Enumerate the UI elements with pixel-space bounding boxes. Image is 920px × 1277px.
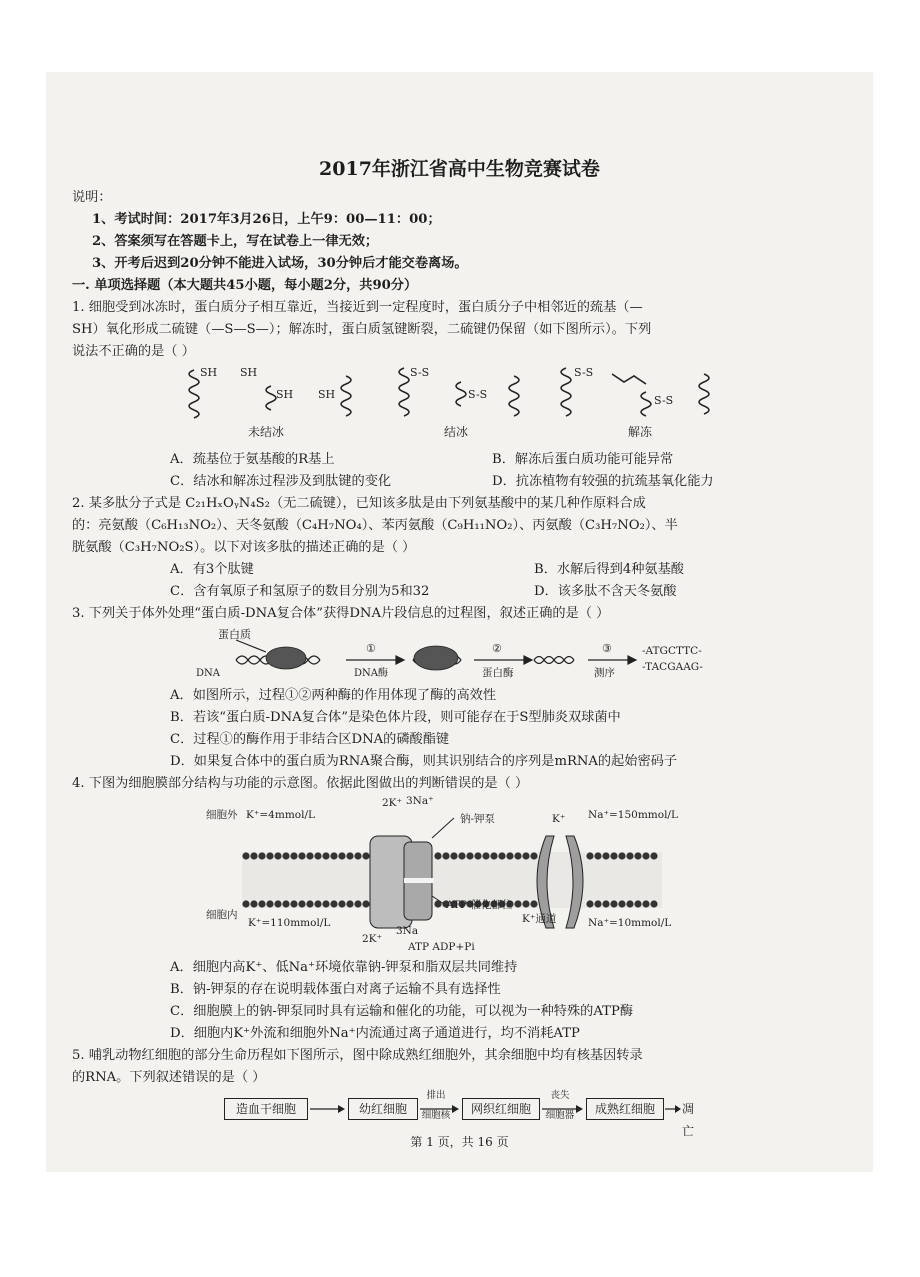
sh-label: SH xyxy=(200,366,218,379)
protein-chain-4 xyxy=(399,368,409,416)
flow-box-mature-erythrocyte: 成熟红细胞 xyxy=(586,1098,664,1120)
ss-label: S-S xyxy=(574,366,594,379)
q2-stem-line-3: 胱氨酸（C₃H₇NO₂S）。以下对该多肽的描述正确的是（ ） xyxy=(72,540,416,555)
protein-chain-8 xyxy=(641,392,651,416)
protein-chain-7 xyxy=(561,368,571,416)
ss-label: S-S xyxy=(410,366,430,379)
protein-chain-1 xyxy=(189,370,199,418)
q1-option-d: D．抗冻植物有较强的抗巯基氧化能力 xyxy=(492,474,714,489)
arrow-label-nucleus: 细胞核 xyxy=(421,1110,451,1121)
q2-stem-line-1: 2. 某多肽分子式是 C₂₁HₓOᵧN₄S₂（无二硫键），已知该多肽是由下列氨基酸中的某几种作原料合成 xyxy=(72,496,646,511)
page-footer: 第 1 页，共 16 页 xyxy=(410,1135,509,1149)
k2-bottom-label: 2K⁺ xyxy=(362,933,383,945)
q2-option-b: B．水解后得到4种氨基酸 xyxy=(534,562,684,577)
ss-label: S-S xyxy=(654,394,674,407)
sodium-potassium-pump xyxy=(370,836,434,928)
q2-option-d: D．该多肽不含天冬氨酸 xyxy=(534,584,677,599)
q3-option-c: C．过程①的酶作用于非结合区DNA的磷酸酯键 xyxy=(170,732,450,747)
k2-top-label: 2K⁺ xyxy=(382,797,403,809)
exam-page xyxy=(46,72,873,1172)
q5-stem-line-2: 的RNA。下列叙述错误的是（ ） xyxy=(72,1070,266,1085)
enzyme-1-label: DNA酶 xyxy=(354,668,388,679)
q5-flow-diagram xyxy=(224,1090,704,1138)
sh-label: SH xyxy=(276,388,294,401)
q4-option-a: A．细胞内高K⁺、低Na⁺环境依靠钠-钾泵和脂双层共同维持 xyxy=(170,960,518,975)
q1-option-a: A．巯基位于氨基酸的R基上 xyxy=(170,452,335,467)
protein-chain-6 xyxy=(509,376,519,416)
protein-label: 蛋白质 xyxy=(218,628,251,641)
na3-bottom-label: 3Na xyxy=(396,925,419,937)
outside-label: 细胞外 xyxy=(206,809,238,821)
protein-blob xyxy=(414,646,458,670)
enzyme-2-label: 蛋白酶 xyxy=(482,667,514,679)
flow-box-reticulocyte: 网织红细胞 xyxy=(462,1098,540,1120)
sh-label: SH xyxy=(318,388,336,401)
q4-stem: 4. 下图为细胞膜部分结构与功能的示意图。依据此图做出的判断错误的是（ ） xyxy=(72,776,529,791)
k-outside-conc: K⁺=4mmol/L xyxy=(246,809,315,821)
fig-label-unfrozen: 未结冰 xyxy=(248,425,285,439)
atp-site-label: ATP 催化部位 xyxy=(446,899,513,911)
protein-chain-3 xyxy=(341,376,351,416)
q2-option-c: C．含有氧原子和氢原子的数目分别为5和32 xyxy=(170,584,430,599)
instructions-label: 说明： xyxy=(72,190,112,205)
q5-stem-line-1: 5. 哺乳动物红细胞的部分生命历程如下图所示，图中除成熟红细胞外，其余细胞中均有核基因转录 xyxy=(72,1048,643,1063)
q3-process-figure xyxy=(196,624,716,684)
instruction-2: 2、答案须写在答题卡上，写在试卷上一律无效； xyxy=(92,234,379,249)
channel-label: K⁺通道 xyxy=(522,913,557,925)
dna-label: DNA xyxy=(196,668,220,679)
na3-top-label: 3Na⁺ xyxy=(406,796,434,807)
q1-stem-line-3: 说法不正确的是（ ） xyxy=(72,344,195,359)
ss-label: S-S xyxy=(468,388,488,401)
step-3-marker: ③ xyxy=(602,642,612,655)
arrow-label-organelles: 细胞器 xyxy=(545,1110,575,1121)
page-title: 2017年浙江省高中生物竞赛试卷 xyxy=(319,158,600,180)
protein-chain-2 xyxy=(266,386,276,410)
fig-label-thawed: 解冻 xyxy=(628,425,653,439)
q1-option-b: B．解冻后蛋白质功能可能异常 xyxy=(492,452,674,467)
section-heading: 一. 单项选择题（本大题共45小题，每小题2分，共90分） xyxy=(72,278,418,293)
q4-option-d: D．细胞内K⁺外流和细胞外Na⁺内流通过离子通道进行，均不消耗ATP xyxy=(170,1026,580,1041)
flow-box-nucleated-erythroblast: 幼红细胞 xyxy=(348,1098,418,1120)
inside-label: 细胞内 xyxy=(206,909,238,921)
q3-stem: 3. 下列关于体外处理“蛋白质-DNA复合体”获得DNA片段信息的过程图，叙述正确的是（ ） xyxy=(72,606,610,621)
arrow-label-lose: 丧失 xyxy=(550,1090,570,1101)
q3-option-d: D．如果复合体中的蛋白质为RNA聚合酶，则其识别结合的序列是mRNA的起始密码子 xyxy=(170,754,678,769)
q2-stem-line-2: 的：亮氨酸（C₆H₁₃NO₂）、天冬氨酸（C₄H₇NO₄）、苯丙氨酸（C₉H₁₁NO₂）、丙氨酸（C₃H₇NO₂）、半 xyxy=(72,518,678,533)
q1-option-c: C．结冰和解冻过程涉及到肽键的变化 xyxy=(170,474,392,489)
instruction-1: 1、考试时间：2017年3月26日，上午9：00—11：00； xyxy=(92,212,441,227)
fig-label-frozen: 结冰 xyxy=(444,425,469,439)
q2-option-a: A．有3个肽键 xyxy=(170,562,254,577)
protein-blob xyxy=(266,647,306,669)
flow-box-stem-cell: 造血干细胞 xyxy=(224,1098,308,1120)
q4-membrane-figure xyxy=(206,796,686,956)
enzyme-3-label: 测序 xyxy=(594,667,615,679)
na-outside-conc: Na⁺=150mmol/L xyxy=(588,809,678,821)
sequence-bottom: -TACGAAG- xyxy=(642,661,703,673)
na-inside-conc: Na⁺=10mmol/L xyxy=(588,917,672,929)
k-inside-conc: K⁺=110mmol/L xyxy=(248,917,331,929)
k-channel-ion: K⁺ xyxy=(552,813,566,825)
pump-label: 钠-钾泵 xyxy=(460,813,496,825)
q1-protein-figure xyxy=(176,362,736,442)
arrow-label-expel: 排出 xyxy=(426,1090,446,1101)
q3-option-b: B．若该“蛋白质-DNA复合体”是染色体片段，则可能存在于S型肺炎双球菌中 xyxy=(170,710,621,725)
q1-stem-line-1: 1. 细胞受到冰冻时，蛋白质分子相互靠近，当接近到一定程度时，蛋白质分子中相邻近的巯基（— xyxy=(72,300,643,315)
q4-option-b: B．钠-钾泵的存在说明载体蛋白对离子运输不具有选择性 xyxy=(170,982,501,997)
step-2-marker: ② xyxy=(492,642,502,655)
protein-chain-9 xyxy=(699,374,709,414)
atp-reaction-label: ATP ADP+Pi xyxy=(408,941,475,953)
q3-option-a: A．如图所示，过程①②两种酶的作用体现了酶的高效性 xyxy=(170,688,497,703)
step-1-marker: ① xyxy=(366,642,376,655)
q4-option-c: C．细胞膜上的钠-钾泵同时具有运输和催化的功能，可以视为一种特殊的ATP酶 xyxy=(170,1004,634,1019)
protein-chain-5 xyxy=(456,382,466,406)
flow-end-apoptosis: 凋亡 xyxy=(682,1102,695,1138)
q1-stem-line-2: SH）氧化形成二硫键（—S—S—）；解冻时，蛋白质氢键断裂，二硫键仍保留（如下图所示）。下列 xyxy=(72,322,652,337)
sh-label: SH xyxy=(240,366,258,379)
instruction-3: 3、开考后迟到20分钟不能进入试场，30分钟后才能交卷离场。 xyxy=(92,256,468,271)
sequence-top: -ATGCTTC- xyxy=(642,645,702,657)
